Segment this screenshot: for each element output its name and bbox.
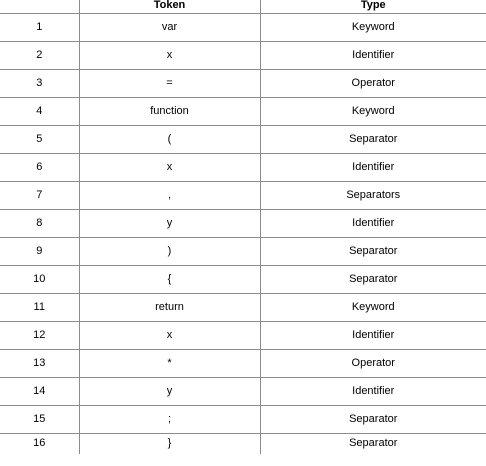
type-cell: Keyword	[260, 14, 486, 42]
row-number: 2	[0, 42, 79, 70]
token-cell: ;	[79, 406, 260, 434]
token-cell: (	[79, 126, 260, 154]
token-cell: var	[79, 14, 260, 42]
token-cell: return	[79, 294, 260, 322]
header-row	[0, 0, 486, 14]
table-row	[0, 126, 486, 154]
type-cell: Identifier	[260, 154, 486, 182]
row-number: 16	[0, 434, 79, 455]
row-number: 3	[0, 70, 79, 98]
table-header	[0, 0, 486, 14]
table-row	[0, 182, 486, 210]
table-body	[0, 14, 486, 455]
table-row	[0, 70, 486, 98]
table-row	[0, 210, 486, 238]
table-row	[0, 14, 486, 42]
table-row	[0, 238, 486, 266]
table-row	[0, 154, 486, 182]
row-number: 8	[0, 210, 79, 238]
token-cell: y	[79, 210, 260, 238]
token-cell: x	[79, 154, 260, 182]
type-cell: Keyword	[260, 98, 486, 126]
table-row	[0, 322, 486, 350]
token-cell: ,	[79, 182, 260, 210]
type-cell: Identifier	[260, 42, 486, 70]
type-cell: Separators	[260, 182, 486, 210]
token-cell: }	[79, 434, 260, 455]
type-cell: Separator	[260, 238, 486, 266]
type-cell: Operator	[260, 70, 486, 98]
type-cell: Separator	[349, 437, 398, 449]
row-number: 15	[0, 406, 79, 434]
row-number: 9	[0, 238, 79, 266]
type-cell: Operator	[260, 350, 486, 378]
table-row	[0, 378, 486, 406]
row-number: 7	[0, 182, 79, 210]
row-number: 13	[0, 350, 79, 378]
token-cell: )	[79, 238, 260, 266]
type-cell: Identifier	[260, 322, 486, 350]
token-cell: {	[79, 266, 260, 294]
token-cell: y	[79, 378, 260, 406]
table-row	[0, 434, 486, 455]
type-cell: Separator	[260, 406, 486, 434]
row-number: 11	[0, 294, 79, 322]
row-number: 4	[0, 98, 79, 126]
row-number: 1	[0, 14, 79, 42]
type-cell: Keyword	[260, 294, 486, 322]
header-type: Type	[260, 0, 486, 14]
type-cell: Identifier	[260, 210, 486, 238]
table-row	[0, 42, 486, 70]
token-cell: =	[79, 70, 260, 98]
token-cell: x	[79, 42, 260, 70]
type-cell: Identifier	[260, 378, 486, 406]
table-row	[0, 98, 486, 126]
table-row	[0, 406, 486, 434]
table-row	[0, 294, 486, 322]
token-cell: function	[79, 98, 260, 126]
table-row	[0, 350, 486, 378]
row-number: 5	[0, 126, 79, 154]
row-number: 10	[0, 266, 79, 294]
row-number: 6	[0, 154, 79, 182]
type-cell: Separator	[260, 126, 486, 154]
token-cell: x	[79, 322, 260, 350]
type-cell: Separator	[260, 266, 486, 294]
row-number: 12	[0, 322, 79, 350]
table-row	[0, 266, 486, 294]
header-token: Token	[79, 0, 260, 14]
row-number: 14	[0, 378, 79, 406]
header-index	[0, 0, 79, 14]
token-cell: *	[79, 350, 260, 378]
